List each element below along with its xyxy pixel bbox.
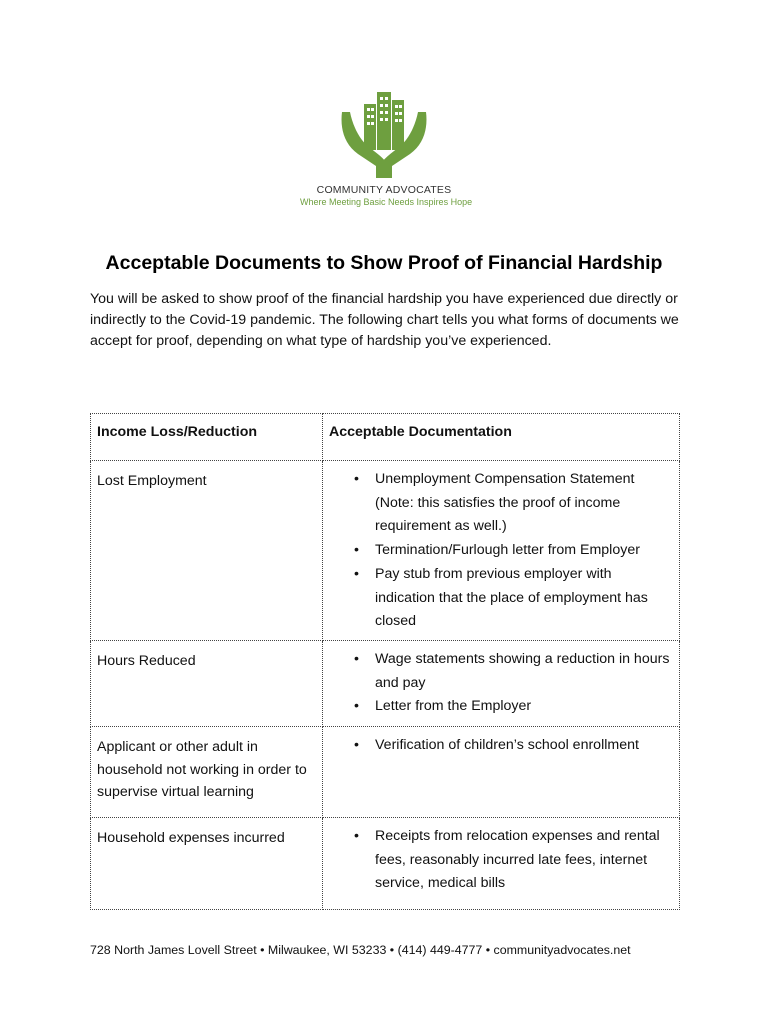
row-documents	[323, 641, 680, 727]
list-item: • Receipts from relocation expenses and rental fees, reasonably incurred late fees, internet service, medical bills	[353, 825, 671, 896]
table-header-row	[91, 414, 680, 461]
header-acceptable-documentation: Acceptable Documentation	[323, 414, 680, 461]
list-item: • Wage statements showing a reduction in hours and pay	[353, 648, 671, 695]
row-category: Applicant or other adult in household not working in order to supervise virtual learning	[91, 727, 323, 818]
list-item: • Pay stub from previous employer with indication that the place of employment has closed	[353, 563, 671, 634]
intro-paragraph: You will be asked to show proof of the financial hardship you have experienced due directly or indirectly to the Covid-19 pandemic. The following chart tells you what forms of documents we accept for proof, depending on what type of hardship you’ve experienced.	[90, 291, 679, 349]
list-item: • Verification of children’s school enrollment	[353, 734, 671, 758]
organization-name: COMMUNITY ADVOCATES	[316, 184, 452, 196]
list-item: • Letter from the Employer	[353, 695, 671, 719]
row-documents	[323, 461, 680, 641]
row-category: Household expenses incurred	[91, 818, 323, 910]
row-category: Hours Reduced	[91, 641, 323, 727]
documents-table	[90, 413, 680, 910]
list-item: • Termination/Furlough letter from Employer	[353, 539, 671, 563]
header-income-loss: Income Loss/Reduction	[91, 414, 323, 461]
page-title: Acceptable Documents to Show Proof of Financial Hardship	[105, 252, 663, 274]
list-item: • Unemployment Compensation Statement (Note: this satisfies the proof of income requirement as well.)	[353, 468, 671, 539]
logo	[300, 88, 473, 220]
table-row	[91, 461, 680, 641]
row-category: Lost Employment	[91, 461, 323, 641]
row-documents	[323, 818, 680, 910]
organization-tagline: Where Meeting Basic Needs Inspires Hope	[300, 197, 473, 207]
table-row	[91, 641, 680, 727]
table-row	[91, 727, 680, 818]
footer-contact: 728 North James Lovell Street • Milwaukee, WI 53233 • (414) 449-4777 • communityadvocates.net	[90, 943, 631, 957]
table-row	[91, 818, 680, 910]
row-documents	[323, 727, 680, 818]
building-hands-icon	[336, 88, 432, 180]
